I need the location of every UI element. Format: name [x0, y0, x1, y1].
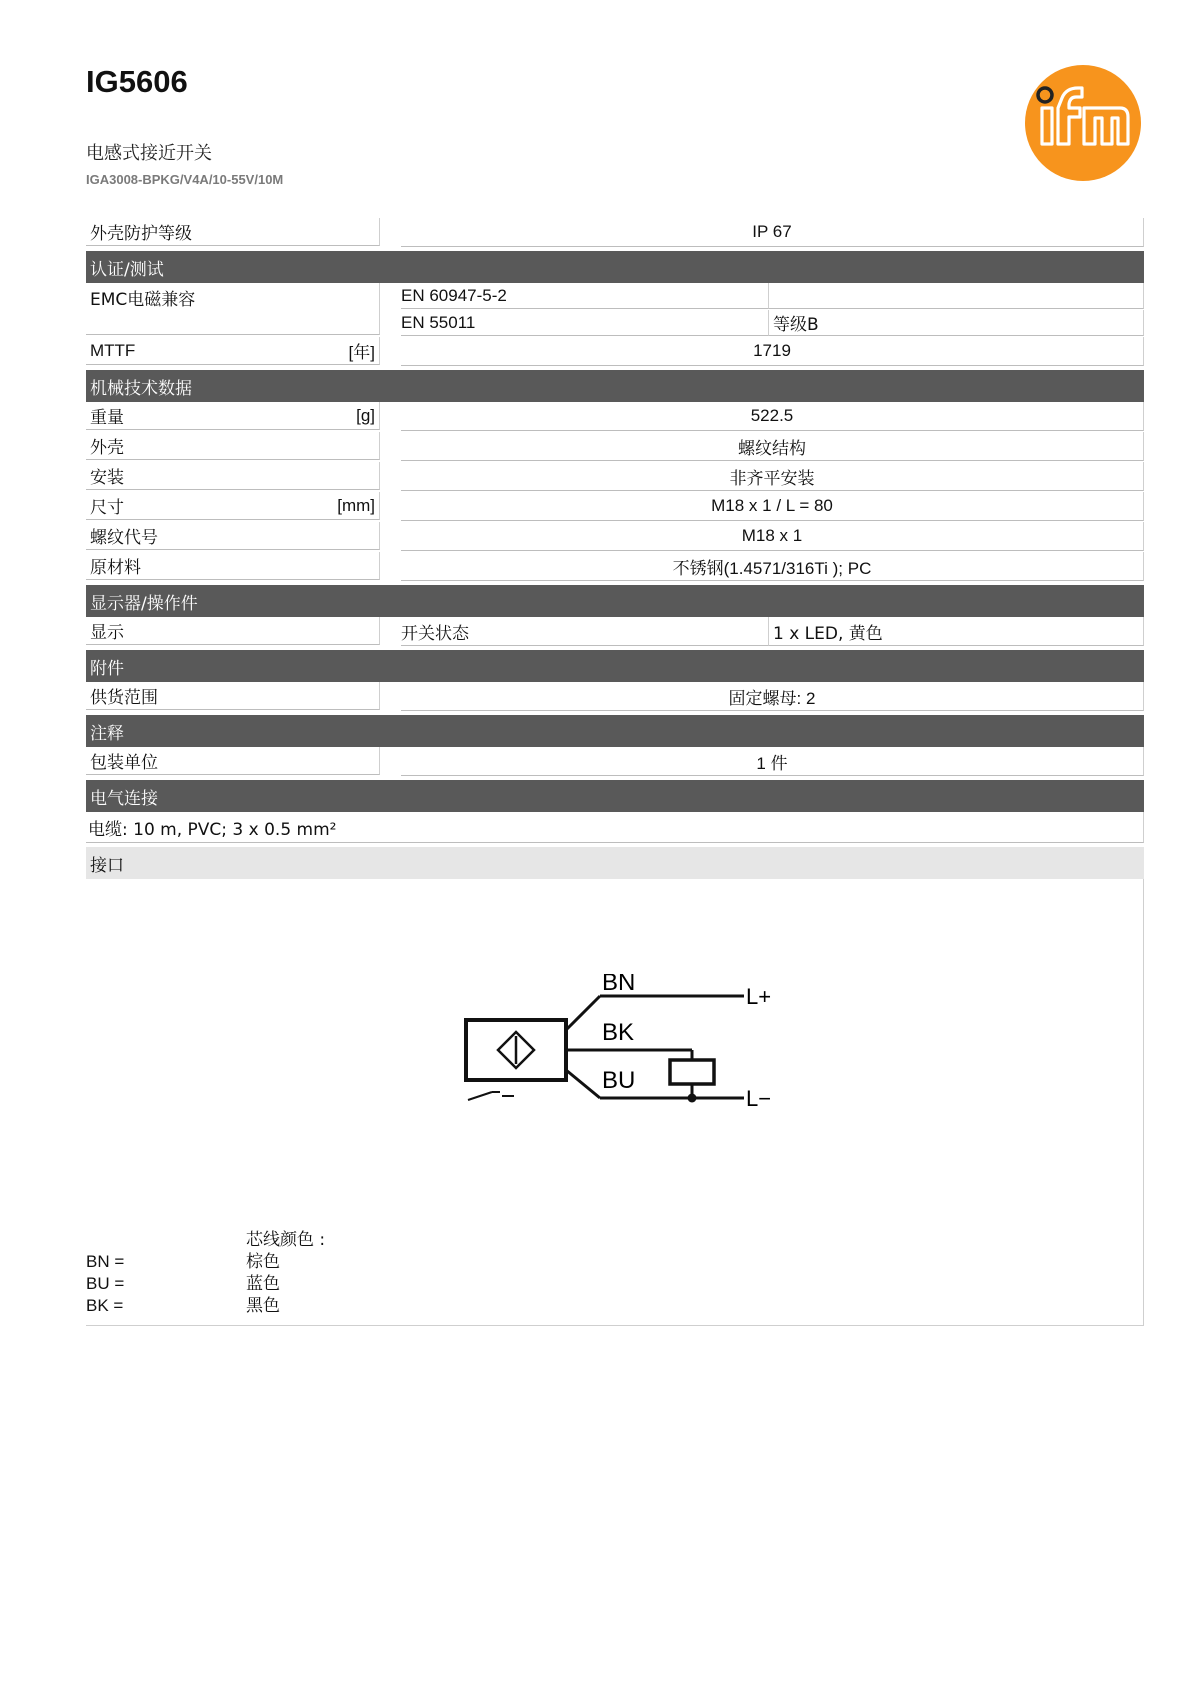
row-value: 螺纹结构	[401, 432, 1144, 461]
wire-label-bk: BK	[602, 1019, 635, 1046]
emc-class: 等级B	[769, 310, 1144, 336]
section-header-display: 显示器/操作件	[86, 585, 1144, 617]
legend-item: BN = 棕色	[86, 1252, 280, 1272]
section-header-certification: 认证/测试	[86, 251, 1144, 283]
spec-row-thread	[86, 522, 1144, 552]
spec-row-display	[86, 617, 1144, 647]
cable-spec: 电缆: 10 m, PVC; 3 x 0.5 mm²	[86, 812, 1144, 843]
section-header-mechanical: 机械技术数据	[86, 370, 1144, 402]
legend-item: BU = 蓝色	[86, 1274, 280, 1294]
spec-row-emc	[86, 283, 1144, 337]
product-code: IGA3008-BPKG/V4A/10-55V/10M	[86, 172, 284, 187]
section-header-electrical: 电气连接	[86, 780, 1144, 812]
spec-row-weight	[86, 402, 1144, 432]
legend-item: BK = 黑色	[86, 1296, 280, 1316]
row-label: 供货范围	[90, 688, 158, 708]
row-value: 固定螺母: 2	[401, 682, 1144, 711]
wire-color-legend	[86, 1229, 325, 1317]
row-value: 1 x LED, 黄色	[769, 617, 1144, 646]
spec-row-protection	[86, 218, 1144, 248]
row-label: 重量	[90, 408, 124, 428]
row-label: 原材料	[90, 558, 141, 578]
spec-row-mttf	[86, 337, 1144, 367]
row-label: MTTF	[90, 340, 136, 360]
spec-row-accessories	[86, 682, 1144, 712]
row-label: 外壳	[90, 438, 124, 458]
spec-row-packaging	[86, 747, 1144, 777]
terminal-l-minus: L−	[746, 1086, 772, 1111]
wiring-diagram-panel	[86, 879, 1144, 1326]
ifm-logo	[1024, 64, 1142, 182]
wire-label-bn: BN	[602, 974, 636, 996]
row-label: 螺纹代号	[90, 528, 158, 548]
wiring-diagram	[462, 974, 802, 1134]
row-value: 522.5	[401, 402, 1144, 431]
product-title: IG5606	[86, 64, 188, 99]
row-value: M18 x 1	[401, 522, 1144, 551]
product-subtitle: 电感式接近开关	[86, 143, 212, 164]
spec-row-dimensions	[86, 492, 1144, 522]
spec-table	[86, 218, 1144, 1326]
row-value: 非齐平安装	[401, 462, 1144, 491]
section-header-notes: 注释	[86, 715, 1144, 747]
row-label: 外壳防护等级	[90, 224, 192, 244]
row-value: 1 件	[401, 747, 1144, 776]
terminal-l-plus: L+	[746, 984, 772, 1009]
row-label: 安装	[90, 468, 124, 488]
row-unit: [g]	[356, 405, 375, 425]
row-value: IP 67	[401, 218, 1144, 247]
spec-row-housing	[86, 432, 1144, 462]
row-label: 包装单位	[90, 753, 158, 773]
row-value: 1719	[401, 337, 1144, 366]
section-header-interface: 接口	[86, 847, 1144, 879]
spec-row-mounting	[86, 462, 1144, 492]
row-label: 尺寸	[90, 498, 124, 518]
emc-standard: EN 55011	[401, 310, 769, 336]
legend-header: 芯线颜色 :	[246, 1230, 326, 1250]
row-value: 不锈钢(1.4571/316Ti ); PC	[401, 552, 1144, 581]
display-sublabel: 开关状态	[401, 617, 769, 646]
row-label: 显示	[90, 623, 124, 643]
spec-row-material	[86, 552, 1144, 582]
row-value: M18 x 1 / L = 80	[401, 492, 1144, 521]
emc-standard: EN 60947-5-2	[401, 283, 769, 309]
wire-label-bu: BU	[602, 1067, 636, 1094]
row-label: EMC电磁兼容	[90, 290, 196, 310]
section-header-accessories: 附件	[86, 650, 1144, 682]
row-unit: [mm]	[337, 495, 375, 515]
row-unit: [年]	[348, 343, 375, 362]
